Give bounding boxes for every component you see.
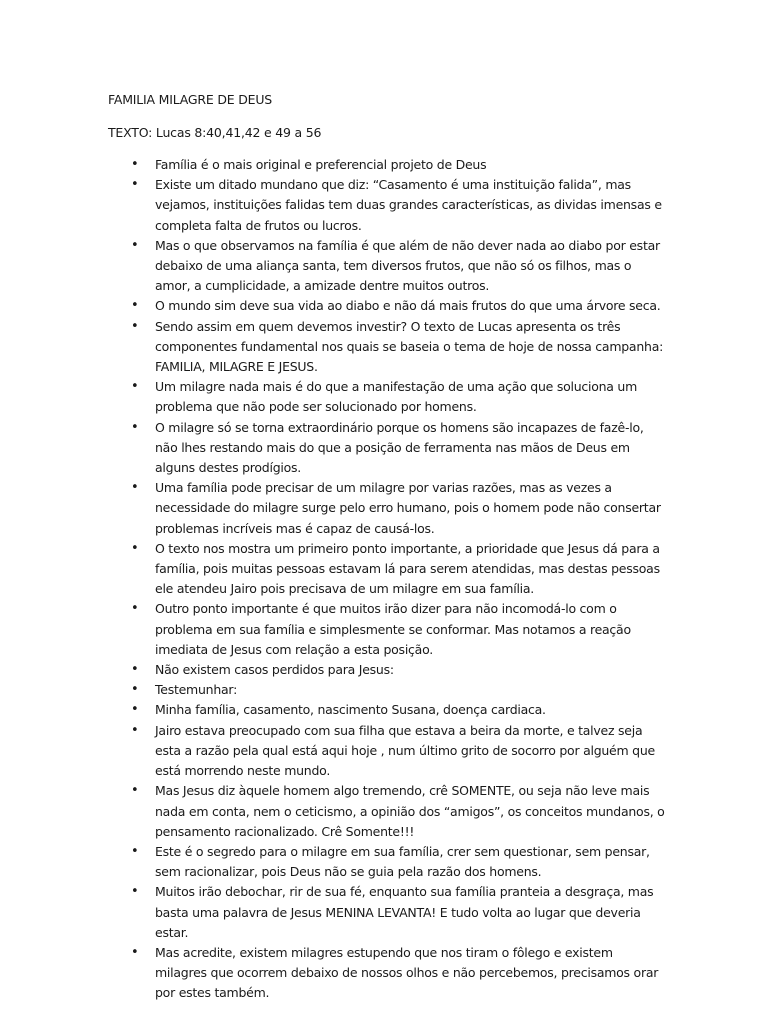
bullet-list	[108, 155, 668, 1004]
list-item	[108, 418, 668, 479]
bullet-icon: •	[131, 157, 139, 172]
bullet-icon: •	[131, 682, 139, 698]
list-item	[108, 721, 668, 782]
list-item	[108, 478, 668, 539]
list-item	[108, 175, 668, 236]
bullet-text: Família é o mais original e preferencial projeto de Deus	[155, 157, 487, 172]
list-item	[108, 296, 668, 316]
bullet-icon: •	[131, 783, 139, 799]
bullet-icon: •	[131, 237, 139, 253]
list-item	[108, 700, 668, 720]
bullet-text: Mas Jesus diz àquele homem algo tremendo, crê SOMENTE, ou seja não leve mais nada em conta, nem o ceticismo, a opinião dos “amigos”, os conceitos mundanos, o pensamento racionalizado. Crê Somente!!!	[155, 783, 665, 839]
document-title: FAMILIA MILAGRE DE DEUS	[108, 92, 273, 107]
bullet-text: Este é o segredo para o milagre em sua família, crer sem questionar, sem pensar, sem racionalizar, pois Deus não se guia pela razão dos homens.	[155, 843, 650, 880]
bullet-icon: •	[131, 884, 139, 900]
bullet-text: Uma família pode precisar de um milagre por varias razões, mas as vezes a necessidade do milagre surge pelo erro humano, pois o homem pode não consertar problemas incríveis mas é capaz de causá-los.	[155, 480, 661, 536]
list-item	[108, 539, 668, 600]
bullet-icon: •	[131, 662, 139, 678]
list-item	[108, 155, 668, 175]
bullet-text: Mas acredite, existem milagres estupendo que nos tiram o fôlego e existem milagres que ocorrem debaixo de nossos olhos e não percebemos, precisamos orar por estes também.	[155, 944, 659, 1001]
bullet-text: Testemunhar:	[155, 682, 238, 698]
bullet-text: Um milagre nada mais é do que a manifestação de uma ação que soluciona um problema que não pode ser solucionado por homens.	[155, 379, 638, 415]
bullet-icon: •	[131, 702, 139, 718]
list-item	[108, 660, 668, 680]
bullet-text: Jairo estava preocupado com sua filha que estava a beira da morte, e talvez seja esta a razão pela qual está aqui hoje , num último grito de socorro por alguém que está morrendo neste mundo.	[155, 722, 655, 779]
bullet-text: Muitos irão debochar, rir de sua fé, enquanto sua família pranteia a desgraça, mas basta uma palavra de Jesus MENINA LEVANTA! E tudo volta ao lugar que deveria estar.	[155, 884, 654, 940]
bullet-text: Sendo assim em quem devemos investir? O texto de Lucas apresenta os três componentes fundamental nos quais se baseia o tema de hoje de nossa campanha: FAMILIA, MILAGRE E JESUS.	[155, 318, 664, 375]
list-item	[108, 680, 668, 700]
list-item	[108, 377, 668, 417]
bullet-icon: •	[131, 419, 139, 435]
bullet-icon: •	[131, 318, 139, 334]
bullet-text: O mundo sim deve sua vida ao diabo e não dá mais frutos do que uma árvore seca.	[155, 298, 661, 314]
bullet-icon: •	[131, 177, 139, 193]
bullet-icon: •	[131, 298, 139, 314]
bullet-icon: •	[131, 843, 139, 859]
bullet-text: O texto nos mostra um primeiro ponto importante, a prioridade que Jesus dá para a família, pois muitas pessoas estavam lá para serem atendidas, mas destas pessoas ele atendeu Jairo pois precisava de um milagre em sua família.	[155, 540, 660, 597]
bullet-icon: •	[131, 379, 139, 395]
scripture-reference: TEXTO: Lucas 8:40,41,42 e 49 a 56	[108, 125, 322, 140]
list-item	[108, 236, 668, 297]
bullet-icon: •	[131, 540, 139, 556]
bullet-text: Outro ponto importante é que muitos irão dizer para não incomodá-lo com o problema em sua família e simplesmente se conformar. Mas notamos a reação imediata de Jesus com relação a esta posição.	[155, 601, 631, 657]
list-item	[108, 943, 668, 1004]
bullet-icon: •	[131, 480, 139, 496]
list-item	[108, 781, 668, 842]
bullet-icon: •	[131, 944, 139, 960]
bullet-icon: •	[131, 722, 139, 738]
list-item	[108, 317, 668, 378]
bullet-icon: •	[131, 601, 139, 617]
list-item	[108, 599, 668, 660]
list-item	[108, 842, 668, 882]
bullet-text: Mas o que observamos na família é que além de não dever nada ao diabo por estar debaixo de uma aliança santa, tem diversos frutos, que não só os filhos, mas o amor, a cumplicidade, a amizade dentre muitos outros.	[155, 237, 660, 294]
bullet-text: Minha família, casamento, nascimento Susana, doença cardiaca.	[155, 702, 546, 718]
bullet-text: O milagre só se torna extraordinário porque os homens são incapazes de fazê-lo, não lhes restando mais do que a posição de ferramenta nas mãos de Deus em alguns destes prodígios.	[155, 419, 644, 476]
bullet-text: Existe um ditado mundano que diz: “Casamento é uma instituição falida”, mas vejamos, instituições falidas tem duas grandes características, as dividas imensas e completa falta de frutos ou lucros.	[155, 177, 662, 233]
bullet-text: Não existem casos perdidos para Jesus:	[155, 662, 394, 678]
list-item	[108, 882, 668, 943]
